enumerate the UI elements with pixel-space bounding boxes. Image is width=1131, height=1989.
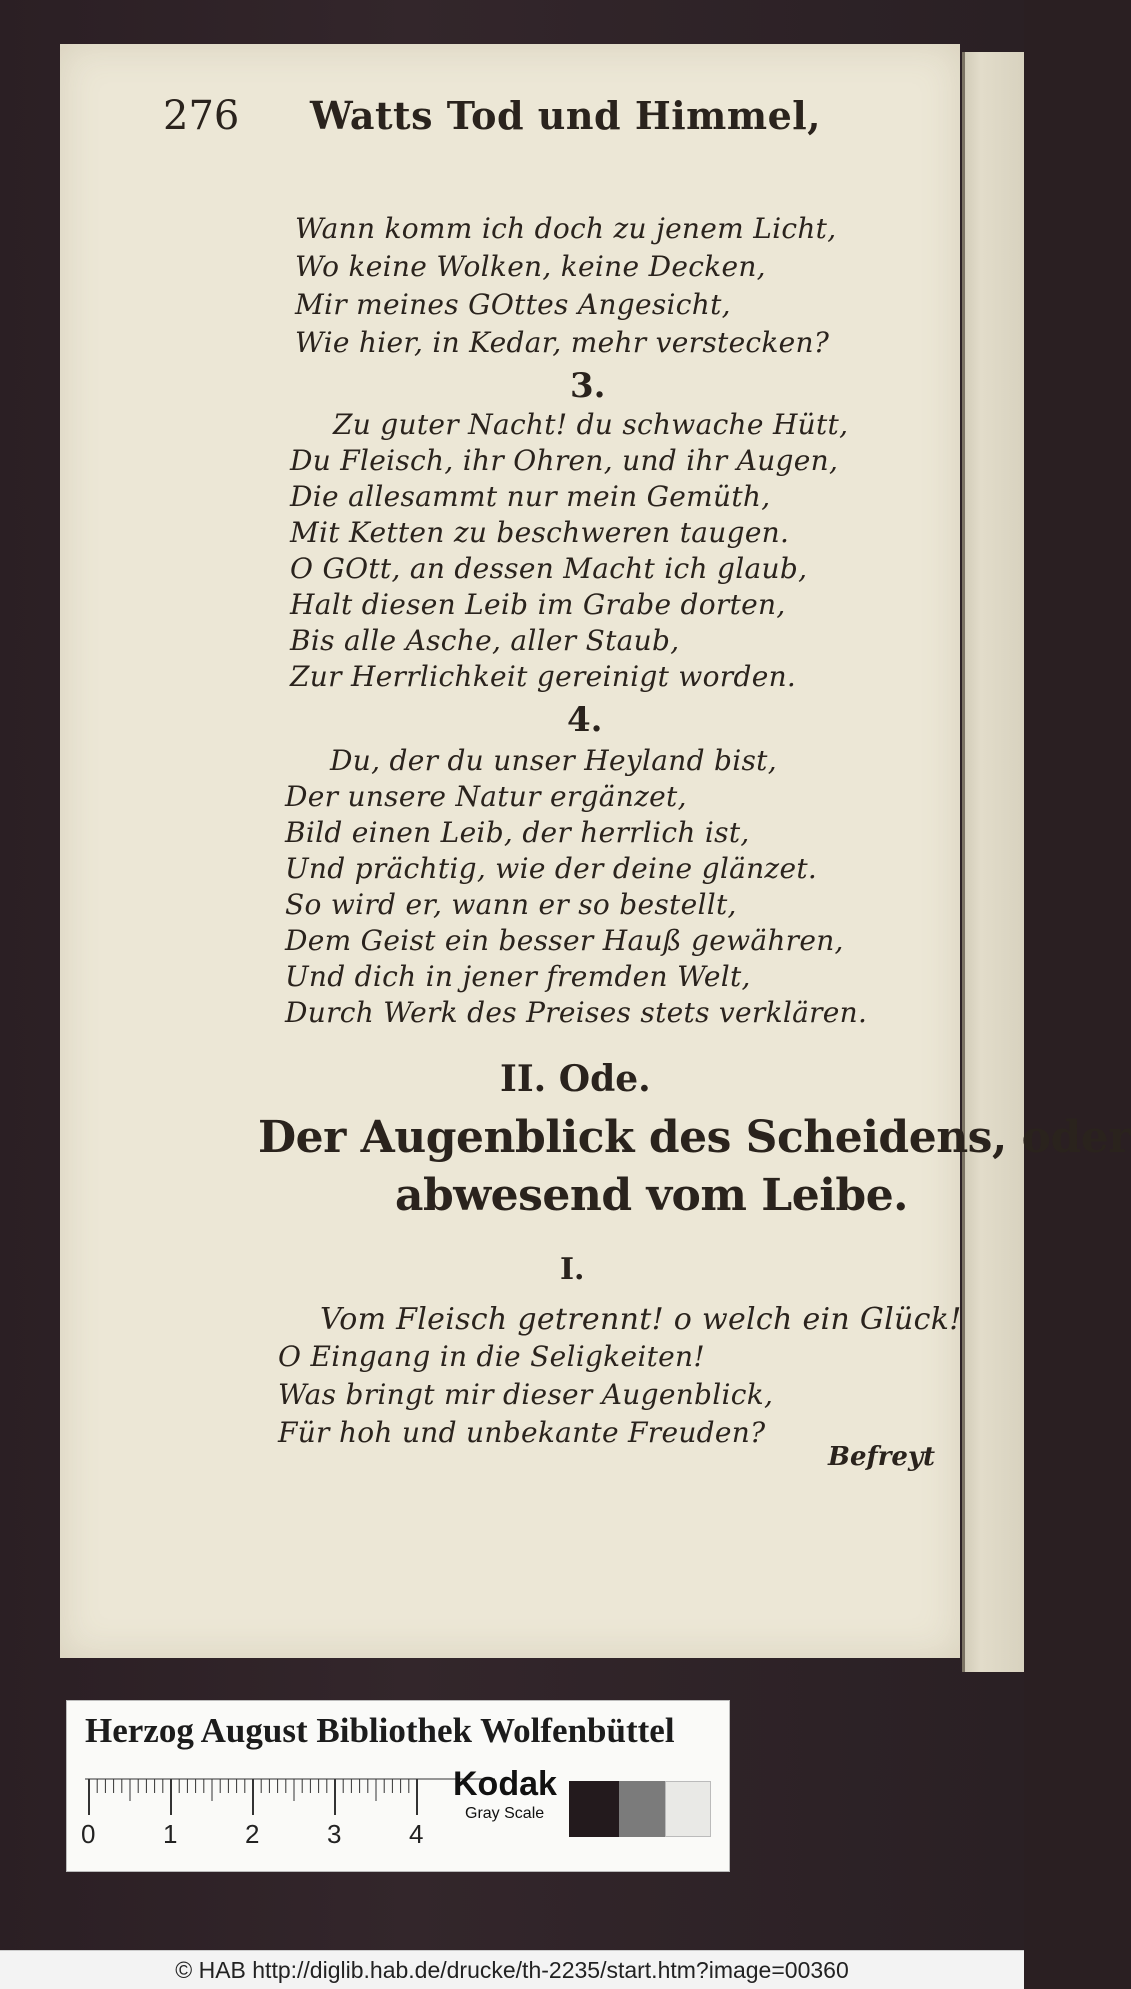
catchword: Befreyt <box>828 1442 936 1472</box>
verse-line: Mir meines GOttes Angesicht, <box>295 288 731 321</box>
verse-line: Vom Fleisch getrennt! o welch ein Glück! <box>320 1302 962 1337</box>
ruler-number: 0 <box>81 1819 96 1849</box>
verse-line: Wann komm ich doch zu jenem Licht, <box>295 212 837 245</box>
verse-line: Wo keine Wolken, keine Decken, <box>295 250 766 283</box>
gray-swatch-dark <box>569 1781 619 1837</box>
ruler-ticks <box>89 1779 417 1815</box>
stanza-number: I. <box>560 1252 585 1287</box>
library-color-card <box>66 1700 730 1872</box>
gray-swatch-mid <box>619 1781 665 1837</box>
verse-line: Dem Geist ein besser Hauß gewähren, <box>285 924 844 957</box>
credit-bar <box>0 1950 1024 1989</box>
verse-line: Du Fleisch, ihr Ohren, und ihr Augen, <box>290 444 839 477</box>
verse-line: Und prächtig, wie der deine glänzet. <box>285 852 818 885</box>
verse-line: Halt diesen Leib im Grabe dorten, <box>290 588 786 621</box>
verse-line: O GOtt, an dessen Macht ich glaub, <box>290 552 808 585</box>
ruler-number: 2 <box>245 1819 260 1849</box>
ruler-number: 3 <box>327 1819 342 1849</box>
verse-line: O Eingang in die Seligkeiten! <box>278 1340 705 1373</box>
stanza-number: 4. <box>567 700 603 740</box>
verse-line: Du, der du unser Heyland bist, <box>330 744 777 777</box>
gray-scale-label: Gray Scale <box>465 1805 545 1822</box>
running-title: Watts Tod und Himmel, <box>310 93 821 138</box>
verse-line: Für hoh und unbekante Freuden? <box>278 1416 766 1449</box>
scale-ruler <box>85 1767 495 1817</box>
library-name: Herzog August Bibliothek Wolfenbüttel <box>85 1711 675 1750</box>
ode-heading: II. Ode. <box>500 1058 651 1100</box>
gray-swatch-light <box>665 1781 711 1837</box>
verse-line: Durch Werk des Preises stets verklären. <box>285 996 868 1029</box>
verse-line: Bis alle Asche, aller Staub, <box>290 624 680 657</box>
verse-line: Die allesammt nur mein Gemüth, <box>290 480 771 513</box>
verse-line: So wird er, wann er so bestellt, <box>285 888 737 921</box>
verse-line: Was bringt mir dieser Augenblick, <box>278 1378 774 1411</box>
page-number: 276 <box>163 93 240 139</box>
verse-line: Zu guter Nacht! du schwache Hütt, <box>333 408 849 441</box>
credit-text: © HAB http://diglib.hab.de/drucke/th-2235/start.htm?image=00360 <box>175 1957 849 1983</box>
verse-line: Bild einen Leib, der herrlich ist, <box>285 816 750 849</box>
verse-line: Wie hier, in Kedar, mehr verstecken? <box>295 326 830 359</box>
verse-line: Mit Ketten zu beschweren taugen. <box>290 516 790 549</box>
verse-line: Der unsere Natur ergänzet, <box>285 780 687 813</box>
verse-line: Zur Herrlichkeit gereinigt worden. <box>290 660 797 693</box>
verse-line: Und dich in jener fremden Welt, <box>285 960 751 993</box>
ode-title-line-1: Der Augenblick des Scheidens, oder <box>258 1112 1131 1163</box>
page-gutter <box>962 52 965 1672</box>
ode-title-line-2: abwesend vom Leibe. <box>395 1170 908 1221</box>
ruler-number: 1 <box>163 1819 178 1849</box>
kodak-logo: Kodak <box>453 1765 557 1803</box>
ruler-number: 4 <box>409 1819 424 1849</box>
adjacent-page-edge <box>962 52 1024 1672</box>
stanza-number: 3. <box>570 366 606 406</box>
